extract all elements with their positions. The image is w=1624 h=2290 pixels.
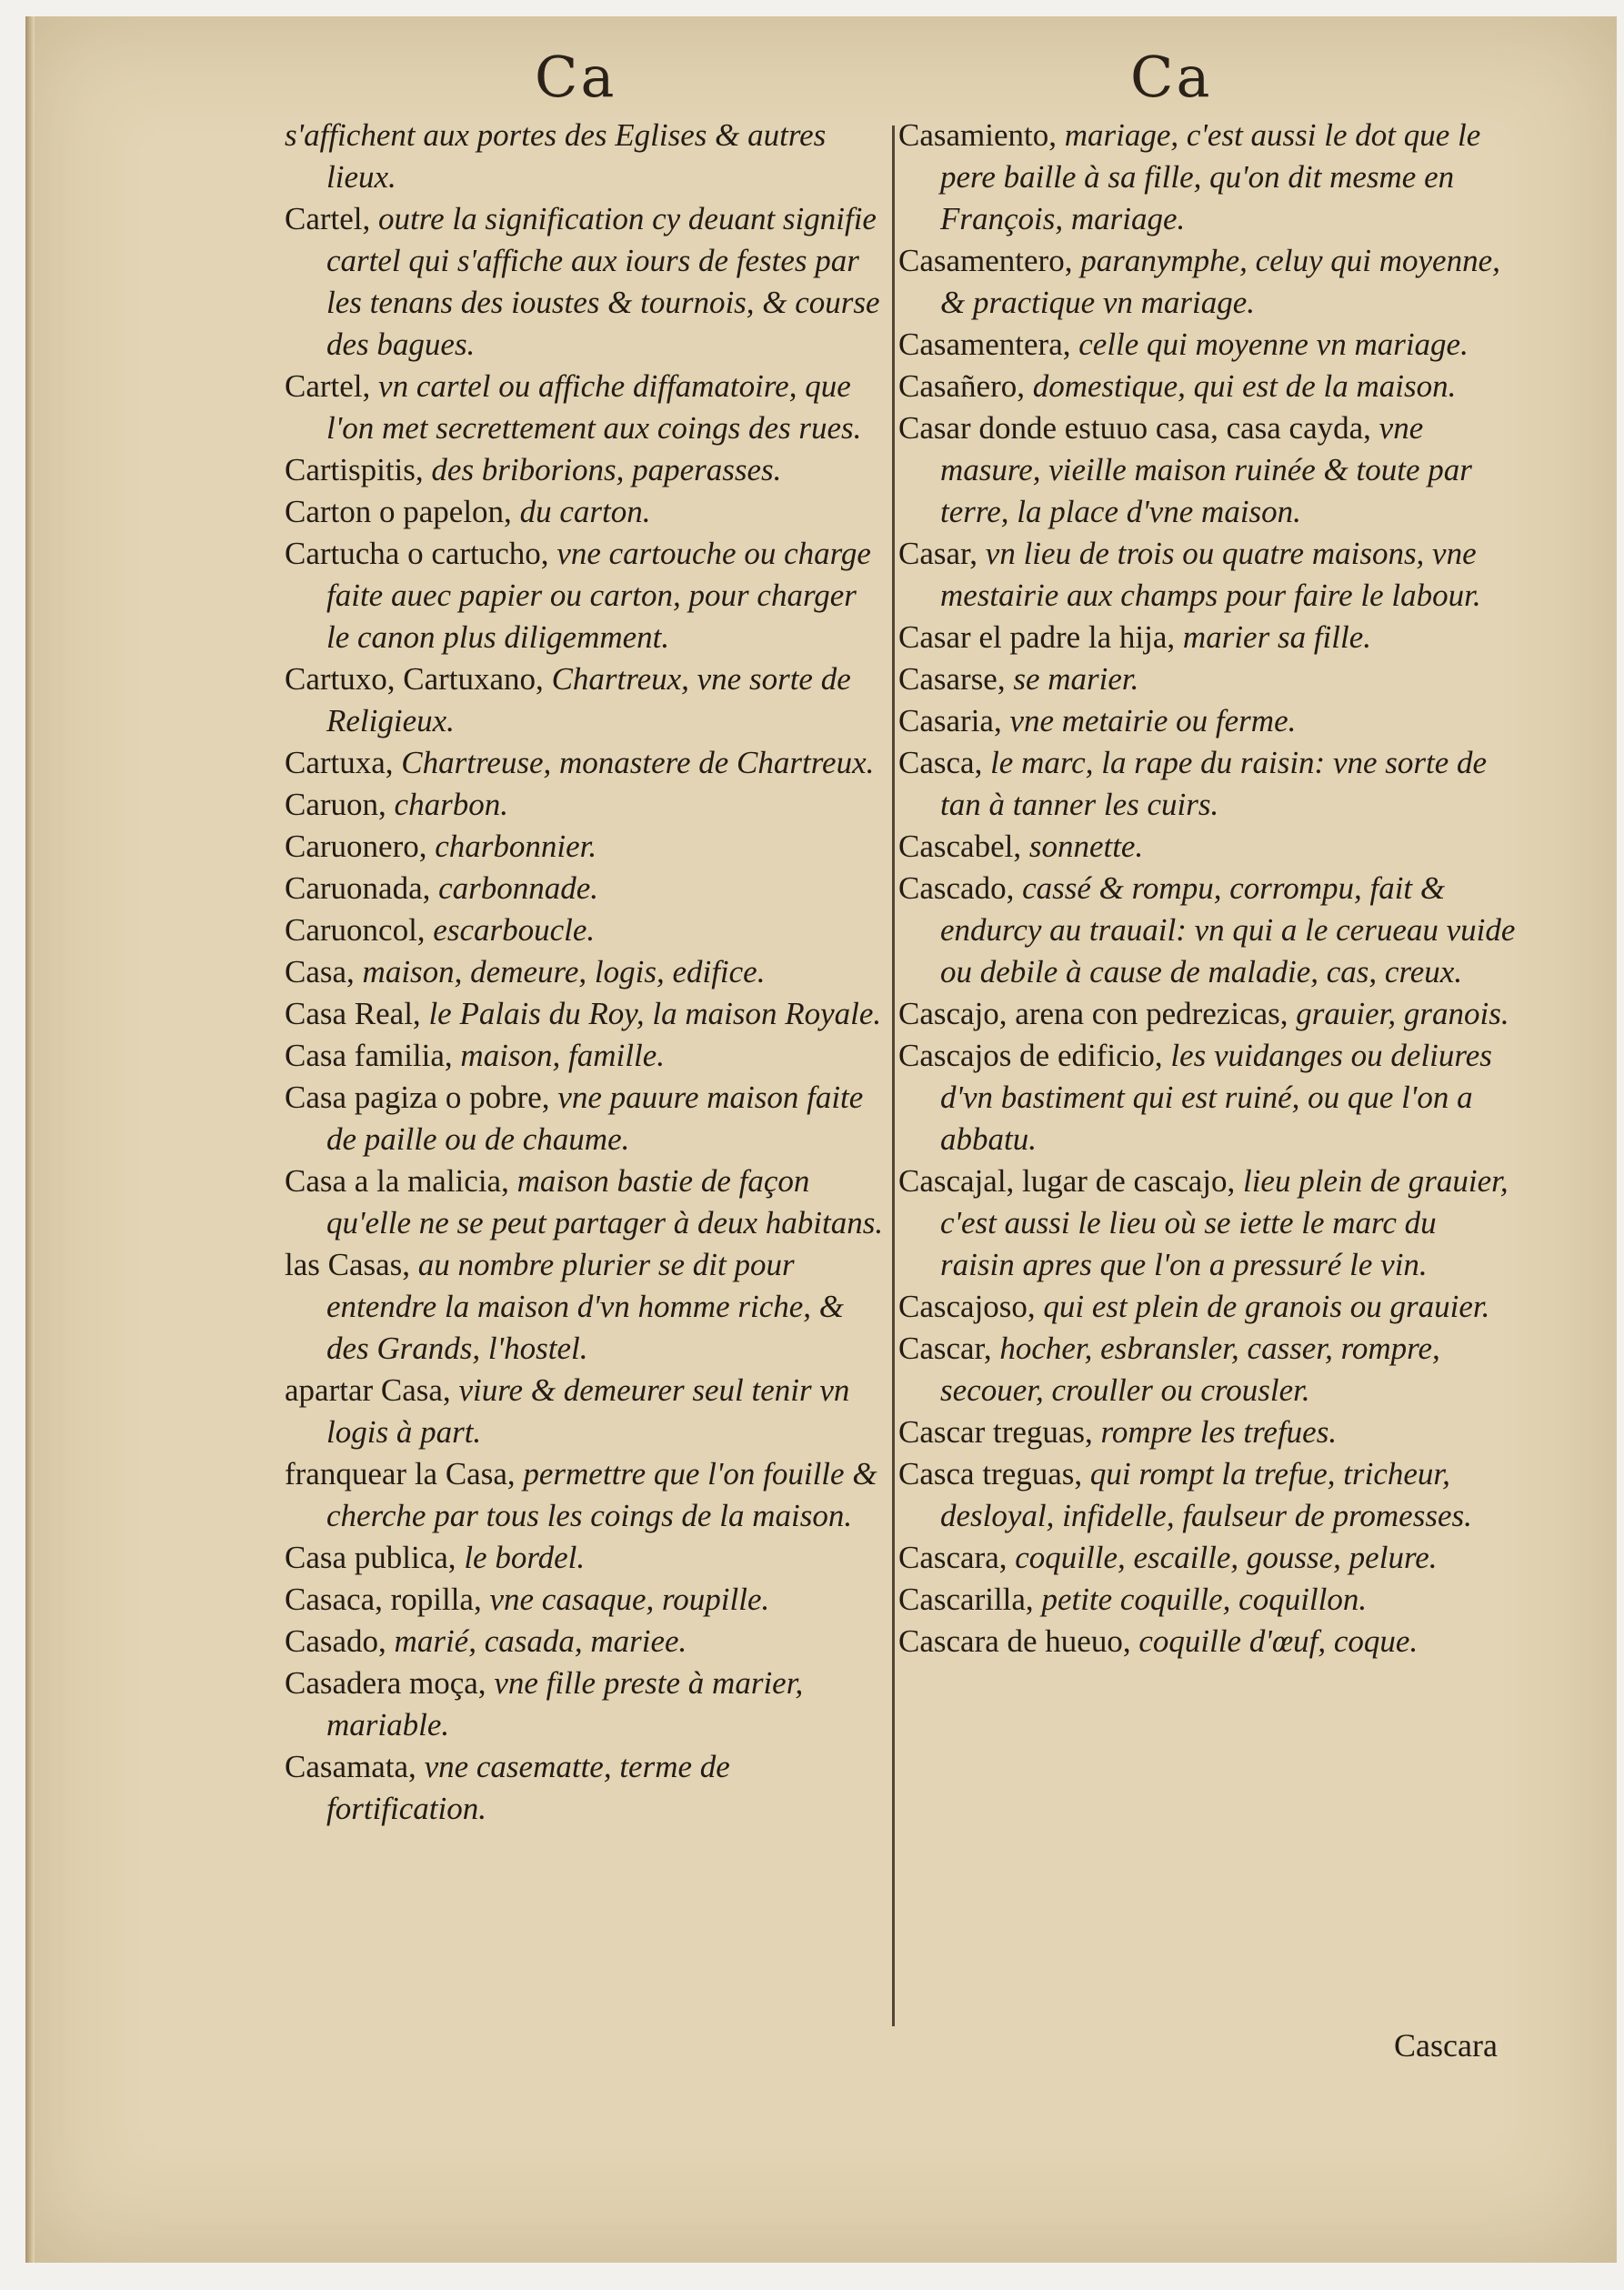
definition: rompre les trefues. (1100, 1414, 1338, 1450)
dictionary-entry (285, 1579, 885, 1621)
dictionary-entry (285, 826, 885, 868)
definition: s'affichent aux portes des Eglises & autres lieux. (285, 117, 827, 195)
definition: les vuidanges ou deliures d'vn bastiment qui est ruiné, ou que l'on a abbatu. (940, 1038, 1492, 1157)
definition: outre la signification cy deuant signifie cartel qui s'affiche aux iours de festes par les tenans des ioustes & tournois, & course des bagues. (326, 201, 880, 362)
definition: vne casaque, roupille. (489, 1582, 770, 1617)
dictionary-entry (898, 1160, 1517, 1286)
dictionary-entry (898, 1328, 1517, 1411)
definition: Chartreuse, monastere de Chartreux. (401, 745, 875, 780)
headword: Casamata, (285, 1749, 425, 1784)
headword: apartar Casa, (285, 1372, 459, 1408)
dictionary-entry (898, 993, 1517, 1035)
headword: Casar donde estuuo casa, casa cayda, (898, 410, 1379, 446)
headword: Cartispitis, (285, 452, 432, 487)
headword: franquear la Casa, (285, 1456, 524, 1492)
definition: permettre que l'on fouille & cherche par tous les coings de la maison. (326, 1456, 877, 1533)
headword: Cascar, (898, 1331, 1000, 1366)
definition: cassé & rompu, corrompu, fait & endurcy au trauail: vn qui a le cerueau vuide ou debile à cause de maladie, cas, creux. (940, 870, 1516, 989)
definition: charbonnier. (435, 829, 597, 864)
headword: Cascado, (898, 870, 1023, 906)
dictionary-entry (898, 240, 1517, 324)
dictionary-entry (285, 198, 885, 366)
definition: se marier. (1013, 661, 1139, 697)
definition: escarboucle. (433, 912, 596, 948)
definition: celle qui moyenne vn mariage. (1078, 326, 1469, 362)
headword: Casamentera, (898, 326, 1079, 362)
definition: maison, demeure, logis, edifice. (362, 954, 766, 989)
headword: Cascar treguas, (898, 1414, 1101, 1450)
headword: Casadera moça, (285, 1665, 495, 1701)
dictionary-entry (285, 742, 885, 784)
headword: Cascajoso, (898, 1289, 1044, 1324)
definition: vne metairie ou ferme. (1009, 703, 1297, 738)
dictionary-entry (898, 700, 1517, 742)
dictionary-entry (285, 1537, 885, 1579)
headword: las Casas, (285, 1247, 418, 1282)
dictionary-entry (898, 1286, 1517, 1328)
definition: le bordel. (464, 1540, 586, 1575)
definition: maison, famille. (460, 1038, 665, 1073)
headword: Carton o papelon, (285, 494, 520, 529)
dictionary-entry (285, 868, 885, 909)
running-header-left: Ca (535, 44, 617, 110)
definition: vne masure, vieille maison ruinée & toute par terre, la place d'vne maison. (940, 410, 1472, 529)
definition: marié, casada, mariee. (394, 1623, 687, 1659)
headword: Caruon, (285, 787, 395, 822)
headword: Cascajos de edificio, (898, 1038, 1171, 1073)
dictionary-entry (285, 1453, 885, 1537)
headword: Casaca, ropilla, (285, 1582, 490, 1617)
dictionary-entry (285, 491, 885, 533)
dictionary-entry (285, 784, 885, 826)
headword: Casamentero, (898, 243, 1081, 278)
definition: des briborions, paperasses. (431, 452, 782, 487)
running-header-right: Ca (1130, 44, 1213, 110)
headword: Cascajal, lugar de cascajo, (898, 1163, 1243, 1199)
page-edge-shadow (25, 16, 35, 2263)
right-column (898, 115, 1517, 1662)
definition: grauier, granois. (1296, 996, 1509, 1031)
definition: qui est plein de granois ou grauier. (1043, 1289, 1490, 1324)
headword: Casa Real, (285, 996, 429, 1031)
dictionary-entry (285, 533, 885, 658)
definition: viure & demeurer seul tenir vn logis à part. (326, 1372, 850, 1450)
definition: Chartreux, vne sorte de Religieux. (326, 661, 851, 738)
dictionary-entry (898, 1621, 1517, 1662)
dictionary-entry (898, 1035, 1517, 1160)
dictionary-entry (285, 1244, 885, 1370)
headword: Caruoncol, (285, 912, 434, 948)
dictionary-entry (898, 742, 1517, 826)
definition: le Palais du Roy, la maison Royale. (428, 996, 882, 1031)
headword: Casa publica, (285, 1540, 465, 1575)
dictionary-entry (285, 366, 885, 449)
headword: Casa, (285, 954, 363, 989)
dictionary-entry (285, 115, 885, 198)
dictionary-entry (898, 115, 1517, 240)
headword: Casa pagiza o pobre, (285, 1080, 558, 1115)
definition: coquille, escaille, gousse, pelure. (1015, 1540, 1438, 1575)
definition: mariage, c'est aussi le dot que le pere baille à sa fille, qu'on dit mesme en François, mariage. (940, 117, 1481, 236)
headword: Casca, (898, 745, 991, 780)
dictionary-entry (285, 1370, 885, 1453)
headword: Cascara, (898, 1540, 1016, 1575)
headword: Casar, (898, 536, 986, 571)
headword: Casca treguas, (898, 1456, 1090, 1492)
definition: sonnette. (1028, 829, 1144, 864)
definition: hocher, esbransler, casser, rompre, secouer, crouller ou crousler. (940, 1331, 1440, 1408)
definition: au nombre plurier se dit pour entendre la maison d'vn homme riche, & des Grands, l'hostel. (326, 1247, 844, 1366)
headword: Cartel, (285, 201, 379, 236)
definition: vne cartouche ou charge faite auec papier ou carton, pour charger le canon plus diligemment. (326, 536, 871, 655)
dictionary-entry (285, 1746, 885, 1830)
dictionary-entry (285, 1662, 885, 1746)
dictionary-entry (285, 449, 885, 491)
definition: maison bastie de façon qu'elle ne se peut partager à deux habitans. (326, 1163, 884, 1240)
headword: Casaria, (898, 703, 1010, 738)
definition: carbonnade. (438, 870, 599, 906)
dictionary-entry (898, 1537, 1517, 1579)
headword: Cascajo, arena con pedrezicas, (898, 996, 1297, 1031)
definition: paranymphe, celuy qui moyenne, & practique vn mariage. (940, 243, 1500, 320)
dictionary-entry (285, 909, 885, 951)
headword: Casa a la malicia, (285, 1163, 517, 1199)
definition: vne fille preste à marier, mariable. (326, 1665, 804, 1743)
headword: Caruonada, (285, 870, 439, 906)
dictionary-entry (285, 1160, 885, 1244)
dictionary-entry (285, 1077, 885, 1160)
catchword: Cascara (1394, 2027, 1498, 2064)
definition: domestique, qui est de la maison. (1032, 368, 1457, 404)
dictionary-entry (898, 1411, 1517, 1453)
headword: Caruonero, (285, 829, 436, 864)
headword: Cartel, (285, 368, 379, 404)
dictionary-entry (898, 407, 1517, 533)
headword: Casar el padre la hija, (898, 619, 1183, 655)
definition: vne pauure maison faite de paille ou de chaume. (326, 1080, 864, 1157)
definition: le marc, la rape du raisin: vne sorte de tan à tanner les cuirs. (940, 745, 1488, 822)
definition: coquille d'œuf, coque. (1138, 1623, 1418, 1659)
headword: Cascarilla, (898, 1582, 1042, 1617)
dictionary-entry (285, 993, 885, 1035)
definition: lieu plein de grauier, c'est aussi le lieu où se iette le marc du raisin apres que l'on a pressuré le vin. (940, 1163, 1509, 1282)
dictionary-entry (285, 1621, 885, 1662)
left-column (285, 115, 885, 1830)
headword: Casa familia, (285, 1038, 461, 1073)
headword: Cartuxo, Cartuxano, (285, 661, 552, 697)
dictionary-entry (898, 1453, 1517, 1537)
headword: Cartucha o cartucho, (285, 536, 557, 571)
headword: Casañero, (898, 368, 1033, 404)
book-page (25, 16, 1617, 2263)
headword: Cascara de hueuo, (898, 1623, 1139, 1659)
dictionary-entry (898, 324, 1517, 366)
headword: Casado, (285, 1623, 395, 1659)
headword: Cartuxa, (285, 745, 402, 780)
headword: Casamiento, (898, 117, 1065, 153)
headword: Cascabel, (898, 829, 1029, 864)
definition: qui rompt la trefue, tricheur, desloyal, infidelle, faulseur de promesses. (940, 1456, 1472, 1533)
dictionary-entry (898, 366, 1517, 407)
headword: Casarse, (898, 661, 1014, 697)
dictionary-entry (898, 868, 1517, 993)
definition: marier sa fille. (1182, 619, 1371, 655)
dictionary-entry (898, 658, 1517, 700)
definition: vn cartel ou affiche diffamatoire, que l'on met secrettement aux coings des rues. (326, 368, 862, 446)
definition: charbon. (394, 787, 508, 822)
definition: petite coquille, coquillon. (1041, 1582, 1368, 1617)
definition: vn lieu de trois ou quatre maisons, vne mestairie aux champs pour faire le labour. (940, 536, 1481, 613)
dictionary-entry (285, 658, 885, 742)
dictionary-entry (285, 951, 885, 993)
dictionary-entry (898, 533, 1517, 617)
dictionary-entry (898, 1579, 1517, 1621)
dictionary-entry (285, 1035, 885, 1077)
definition: vne casematte, terme de fortification. (326, 1749, 730, 1826)
definition: du carton. (519, 494, 651, 529)
column-divider (892, 126, 895, 2026)
dictionary-entry (898, 826, 1517, 868)
dictionary-entry (898, 617, 1517, 658)
